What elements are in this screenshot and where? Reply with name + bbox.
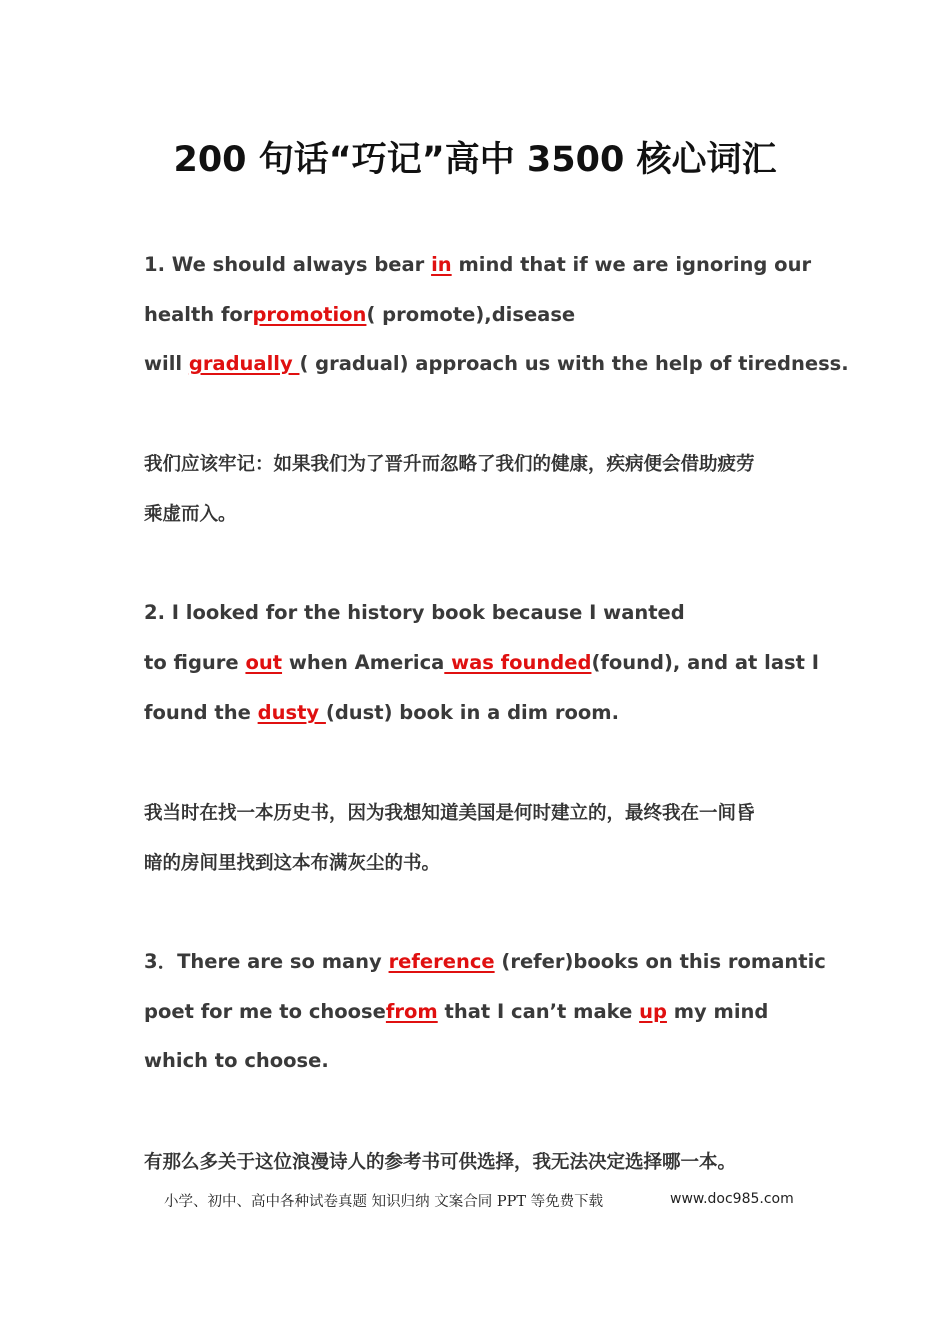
text: poet for me to choose [144,1000,386,1023]
text: (refer)books on this romantic [494,950,826,973]
text: found the [144,701,258,724]
sentence-3-line-3: which to choose. [144,1049,329,1072]
sentence-2-line-3 [144,700,619,726]
text: ( promote),disease [366,303,576,326]
answer-word: reference [388,950,495,973]
text: when America [282,651,445,674]
answer-word: gradually [188,352,300,375]
answer-word: dusty [257,701,326,724]
footer-text: 小学、初中、高中各种试卷真题 知识归纳 文案合同 PPT 等免费下载 [164,1194,604,1210]
sentence-2-translation-line-2: 暗的房间里找到这本布满灰尘的书。 [144,853,441,874]
footer-url[interactable]: www.doc985.com [670,1191,794,1207]
text: health for [144,303,253,326]
answer-word: promotion [252,303,367,326]
text: to figure [144,651,246,674]
answer-word: was founded [444,651,592,674]
answer-word: in [431,253,452,276]
sentence-3-line-1 [144,949,826,975]
text: (dust) book in a dim room. [325,701,619,724]
sentence-1-line-1 [144,252,811,278]
text: 3．There are so many [144,950,389,973]
page-title: 200 句话“巧记”高中 3500 核心词汇 [173,140,777,180]
sentence-1-translation-line-1: 我们应该牢记：如果我们为了晋升而忽略了我们的健康，疾病便会借助疲劳 [144,454,755,475]
text: that I can’t make [437,1000,640,1023]
text: ( gradual) approach us with the help of tiredness. [299,352,849,375]
text: my mind [666,1000,769,1023]
text: 1. We should always bear [144,253,432,276]
sentence-1-translation-line-2: 乘虚而入。 [144,504,237,525]
sentence-3-translation-line-1: 有那么多关于这位浪漫诗人的参考书可供选择，我无法决定选择哪一本。 [144,1152,737,1173]
sentence-2-translation-line-1: 我当时在找一本历史书，因为我想知道美国是何时建立的，最终我在一间昏 [144,803,755,824]
text: will [144,352,189,375]
sentence-3-line-2 [144,999,768,1025]
answer-word: from [385,1000,438,1023]
answer-word: out [245,651,283,674]
text: (found), and at last I [591,651,819,674]
text: mind that if we are ignoring our [451,253,812,276]
sentence-2-line-1: 2. I looked for the history book because I wanted [144,601,685,624]
sentence-1-line-2 [144,302,575,328]
sentence-1-line-3 [144,351,849,377]
sentence-2-line-2 [144,650,819,676]
answer-word: up [639,1000,667,1023]
